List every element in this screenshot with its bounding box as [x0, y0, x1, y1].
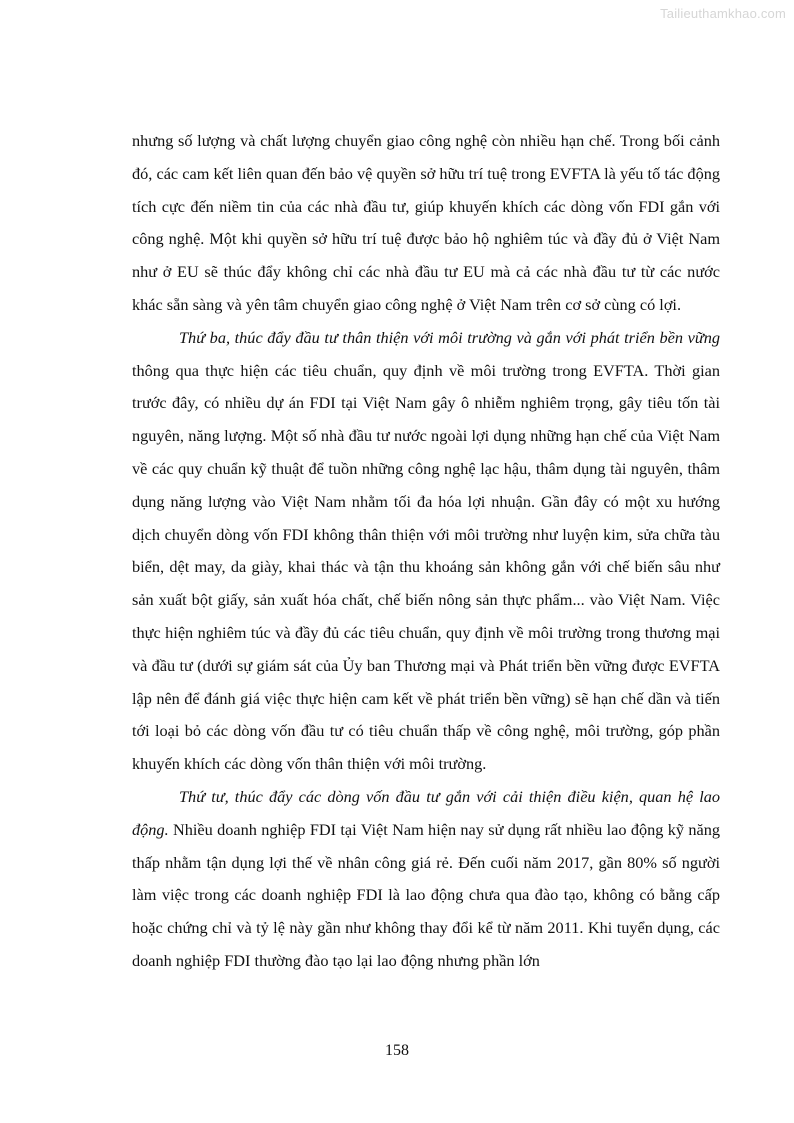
- paragraph-1: [132, 125, 720, 322]
- document-body: [132, 125, 720, 978]
- paragraph-2-lead: Thứ ba, thúc đẩy đầu tư thân thiện với môi trường và gắn với phát triển bền vững: [179, 327, 720, 347]
- page-number: 158: [385, 1042, 409, 1059]
- paragraph-3-lead: Thứ tư, thúc đẩy các dòng vốn đầu tư gắn với cải thiện điều kiện, quan hệ lao động.: [132, 786, 720, 839]
- paragraph-3: [132, 781, 720, 978]
- paragraph-3-text: Nhiều doanh nghiệp FDI tại Việt Nam hiện nay sử dụng rất nhiều lao động kỹ năng thấp nhằm tận dụng lợi thế về nhân công giá rẻ. Đến cuối năm 2017, gần 80% số người làm việc trong các doanh nghiệp FDI là lao động chưa qua đào tạo, không có bằng cấp hoặc chứng chỉ và tỷ lệ này gần như không thay đổi kể từ năm 2011. Khi tuyển dụng, các doanh nghiệp FDI thường đào tạo lại lao động nhưng phần lớn: [132, 819, 720, 970]
- paragraph-2: [132, 322, 720, 781]
- watermark: Tailieuthamkhao.com: [660, 6, 786, 21]
- paragraph-2-text: thông qua thực hiện các tiêu chuẩn, quy định về môi trường trong EVFTA. Thời gian trước đây, có nhiều dự án FDI tại Việt Nam gây ô nhiễm nghiêm trọng, gây tiêu tốn tài nguyên, năng lượng. Một số nhà đầu tư nước ngoài lợi dụng những hạn chế của Việt Nam về các quy chuẩn kỹ thuật để tuồn những công nghệ lạc hậu, thâm dụng tài nguyên, thâm dụng năng lượng vào Việt Nam nhằm tối đa hóa lợi nhuận. Gần đây có một xu hướng dịch chuyển dòng vốn FDI không thân thiện với môi trường như luyện kim, sửa chữa tàu biển, dệt may, da giày, khai thác và tận thu khoáng sản không gắn với chế biến sâu như sản xuất bột giấy, sản xuất hóa chất, chế biến nông sản thực phẩm... vào Việt Nam. Việc thực hiện nghiêm túc và đầy đủ các tiêu chuẩn, quy định về môi trường trong thương mại và đầu tư (dưới sự giám sát của Ủy ban Thương mại và Phát triển bền vững được EVFTA lập nên để đánh giá việc thực hiện cam kết về phát triển bền vững) sẽ hạn chế dần và tiến tới loại bỏ các dòng vốn đầu tư có tiêu chuẩn thấp về công nghệ, môi trường, góp phần khuyến khích các dòng vốn thân thiện với môi trường.: [132, 360, 720, 774]
- paragraph-1-text: nhưng số lượng và chất lượng chuyển giao công nghệ còn nhiều hạn chế. Trong bối cảnh đó, các cam kết liên quan đến bảo vệ quyền sở hữu trí tuệ trong EVFTA là yếu tố tác động tích cực đến niềm tin của các nhà đầu tư, giúp khuyến khích các dòng vốn FDI gắn với công nghệ. Một khi quyền sở hữu trí tuệ được bảo hộ nghiêm túc và đầy đủ ở Việt Nam như ở EU sẽ thúc đẩy không chỉ các nhà đầu tư EU mà cả các nhà đầu tư từ các nước khác sẵn sàng và yên tâm chuyển giao công nghệ ở Việt Nam trên cơ sở cùng có lợi.: [132, 131, 720, 314]
